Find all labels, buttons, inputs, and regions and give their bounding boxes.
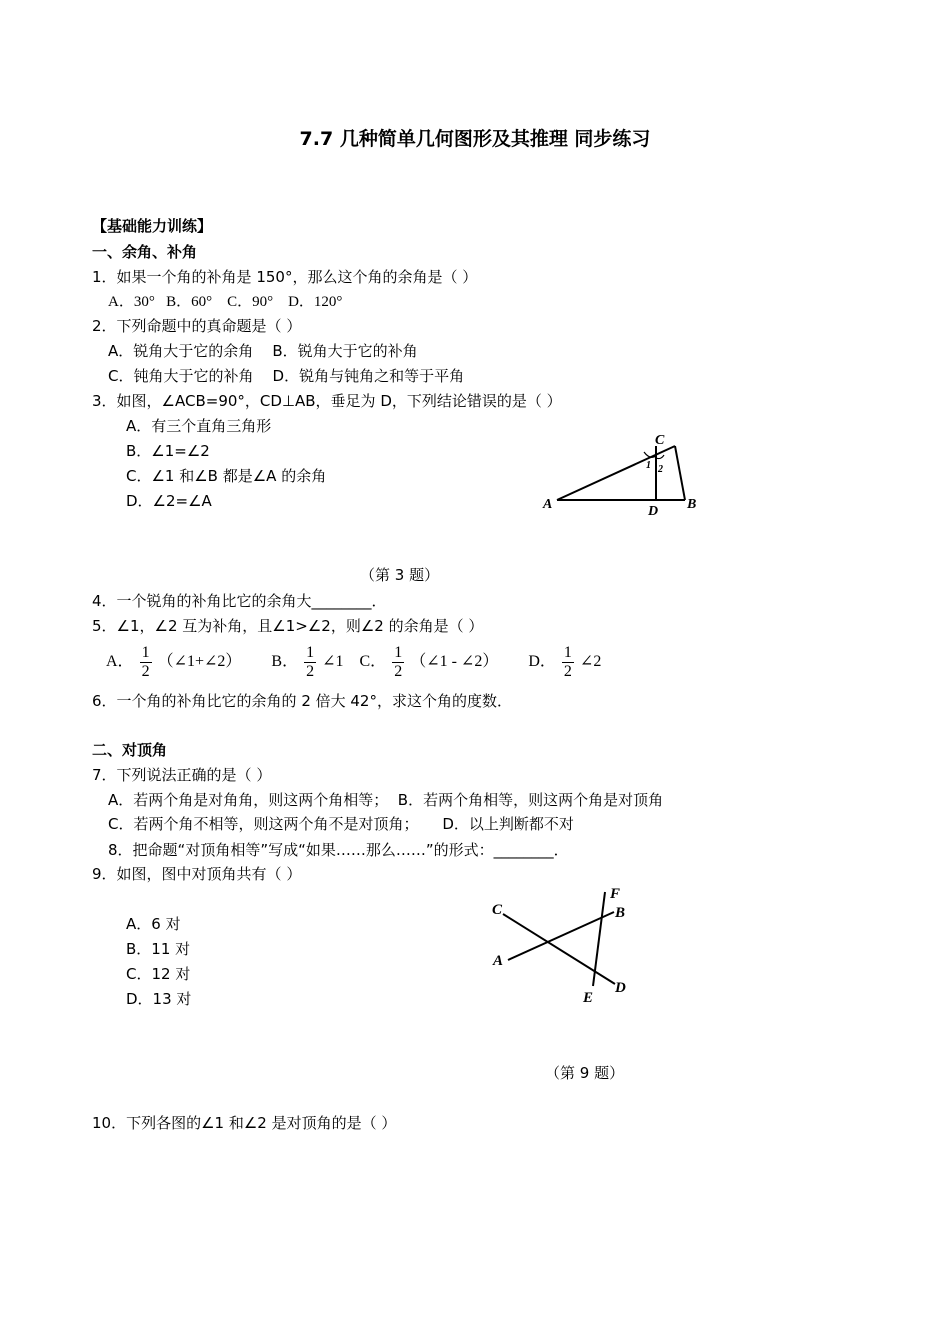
q4-text: 4．一个锐角的补角比它的余角大________． — [92, 592, 387, 610]
svg-text:B: B — [687, 497, 697, 512]
section-header: 【基础能力训练】 — [92, 217, 213, 235]
q9-option-b: B．11 对 — [126, 940, 191, 958]
q3-option-c: C．∠1 和∠B 都是∠A 的余角 — [126, 467, 327, 485]
q9-stem: 9．如图，图中对顶角共有（ ） — [92, 865, 302, 883]
q7-stem: 7．下列说法正确的是（ ） — [92, 766, 272, 784]
q7-options-2: C．若两个角不相等，则这两个角不是对顶角； D．以上判断都不对 — [108, 815, 574, 833]
q9-caption: （第 9 题） — [545, 1064, 625, 1082]
q3-option-a: A．有三个直角三角形 — [126, 417, 272, 435]
q2-stem: 2．下列命题中的真命题是（ ） — [92, 317, 302, 335]
part2-heading: 二、对顶角 — [92, 741, 168, 759]
q3-triangle-figure — [540, 430, 710, 520]
q1-options: A．30° B．60° C．90° D．120° — [108, 294, 343, 310]
svg-text:C: C — [492, 902, 503, 918]
q3-caption: （第 3 题） — [360, 566, 440, 584]
svg-text:1: 1 — [646, 460, 651, 471]
q2-options-2: C．钝角大于它的补角 D．锐角与钝角之和等于平角 — [108, 367, 465, 385]
q9-option-a: A．6 对 — [126, 915, 181, 933]
q3-stem: 3．如图，∠ACB=90°，CD⊥AB，垂足为 D，下列结论错误的是（ ） — [92, 392, 562, 410]
q5-options: A． $\frac{1}{2}$ （∠1+∠2） B． $\frac{1}{2}$ ∠1 C． $\frac{1}{2}$ （∠1 - ∠2） D． $\frac{1}{2}$ ∠2 — [106, 643, 602, 680]
q7-options-1: A．若两个角是对角角，则这两个角相等； B．若两个角相等，则这两个角是对顶角 — [108, 791, 664, 809]
q3-option-d: D．∠2=∠A — [126, 492, 212, 510]
svg-text:C: C — [655, 433, 665, 448]
svg-text:D: D — [615, 980, 626, 996]
q8-text: 8．把命题“对顶角相等”写成“如果……那么……”的形式：________． — [108, 841, 569, 859]
q9-option-c: C．12 对 — [126, 965, 191, 983]
q9-lines-figure — [480, 880, 640, 1010]
part1-heading: 一、余角、补角 — [92, 243, 198, 261]
svg-text:A: A — [543, 497, 553, 512]
q3-option-b: B．∠1=∠2 — [126, 442, 210, 460]
svg-text:F: F — [610, 886, 621, 902]
q1-stem: 1．如果一个角的补角是 150°，那么这个角的余角是（ ） — [92, 268, 478, 286]
q10-stem: 10．下列各图的∠1 和∠2 是对顶角的是（ ） — [92, 1114, 397, 1132]
svg-text:B: B — [615, 905, 626, 921]
svg-text:D: D — [648, 504, 659, 519]
q6-text: 6．一个角的补角比它的余角的 2 倍大 42°，求这个角的度数． — [92, 692, 512, 710]
svg-text:E: E — [583, 990, 594, 1006]
q5-stem: 5．∠1，∠2 互为补角，且∠1>∠2，则∠2 的余角是（ ） — [92, 617, 484, 635]
svg-text:A: A — [493, 953, 504, 969]
svg-text:2: 2 — [658, 464, 663, 475]
q2-options-1: A．锐角大于它的余角 B．锐角大于它的补角 — [108, 342, 418, 360]
q9-option-d: D．13 对 — [126, 990, 192, 1008]
page-title: 7.7 几种简单几何图形及其推理 同步练习 — [299, 128, 651, 150]
